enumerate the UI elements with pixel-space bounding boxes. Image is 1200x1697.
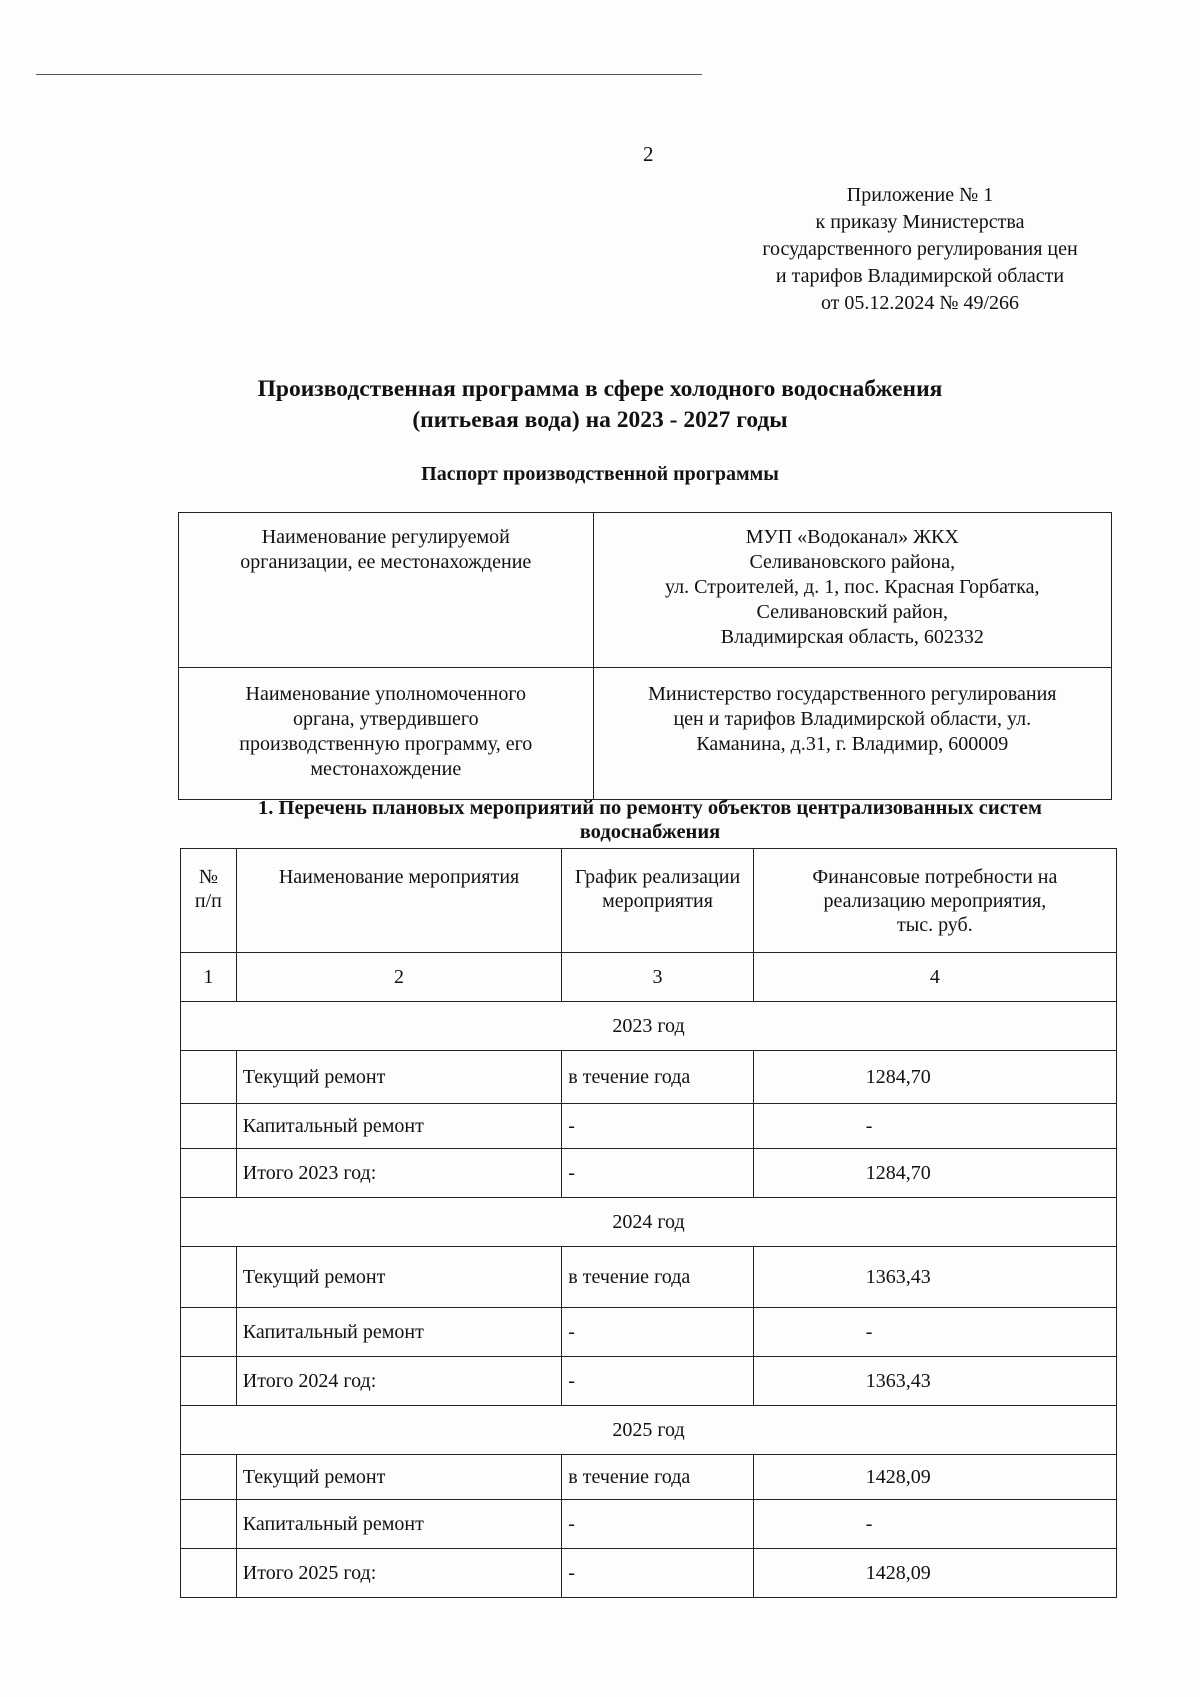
table-row: [181, 1357, 1117, 1406]
label-line: органа, утвердившего: [292, 708, 479, 730]
table-row: [181, 1500, 1117, 1549]
table-row: [181, 1104, 1117, 1149]
row-amount: 1284,70: [753, 1051, 1116, 1104]
header-line: №: [198, 866, 218, 888]
table-row: [181, 1549, 1117, 1598]
label-line: производственную программу, его: [239, 733, 533, 755]
row-schedule: в течение года: [562, 1247, 753, 1308]
appendix-line: к приказу Министерства: [815, 211, 1025, 233]
row-amount: 1428,09: [753, 1455, 1116, 1500]
year-row: [181, 1406, 1117, 1455]
appendix-note: [720, 182, 1120, 317]
table-row: [181, 1308, 1117, 1357]
row-schedule: в течение года: [562, 1455, 753, 1500]
row-number: [181, 1500, 237, 1549]
row-name: Итого 2025 год:: [236, 1549, 561, 1598]
row-schedule: -: [562, 1549, 753, 1598]
row-number: [181, 1104, 237, 1149]
row-amount: -: [753, 1308, 1116, 1357]
appendix-line: и тарифов Владимирской области: [775, 265, 1065, 287]
row-number: [181, 1247, 237, 1308]
row-schedule: в течение года: [562, 1051, 753, 1104]
document-title: [150, 374, 1050, 436]
page-number: 2: [643, 142, 654, 166]
label-line: Наименование регулируемой: [261, 526, 510, 548]
row-amount: -: [753, 1104, 1116, 1149]
row-name: Текущий ремонт: [236, 1051, 561, 1104]
passport-value: [593, 668, 1111, 800]
value-line: Селивановский район,: [756, 601, 949, 623]
table-header-row: [181, 849, 1117, 953]
header-number: [181, 849, 237, 953]
label-line: организации, ее местонахождение: [240, 551, 532, 573]
repairs-table: [180, 848, 1117, 1598]
label-line: местонахождение: [310, 758, 462, 780]
year-row: [181, 1002, 1117, 1051]
row-name: Итого 2023 год:: [236, 1149, 561, 1198]
header-line: тыс. руб.: [897, 914, 973, 936]
value-line: Министерство государственного регулирования: [648, 683, 1057, 705]
year-row: [181, 1198, 1117, 1247]
year-label: 2023 год: [181, 1002, 1117, 1051]
passport-value: [593, 513, 1111, 668]
row-number: [181, 1357, 237, 1406]
value-line: цен и тарифов Владимирской области, ул.: [673, 708, 1032, 730]
scan-top-line: [36, 74, 702, 75]
header-line: Финансовые потребности на: [812, 866, 1058, 888]
header-schedule: [562, 849, 753, 953]
passport-label: [179, 668, 594, 800]
row-name: Текущий ремонт: [236, 1247, 561, 1308]
row-name: Текущий ремонт: [236, 1455, 561, 1500]
row-number: [181, 1308, 237, 1357]
row-name: Итого 2024 год:: [236, 1357, 561, 1406]
column-number: 1: [181, 953, 237, 1002]
header-line: п/п: [194, 890, 222, 912]
section-1-heading: [180, 796, 1120, 844]
column-number: 3: [562, 953, 753, 1002]
appendix-line: Приложение № 1: [846, 184, 994, 206]
section-heading-line: водоснабжения: [579, 821, 721, 843]
row-name: Капитальный ремонт: [236, 1308, 561, 1357]
row-name: Капитальный ремонт: [236, 1500, 561, 1549]
value-line: МУП «Водоканал» ЖКХ: [745, 526, 959, 548]
title-line-1: Производственная программа в сфере холодного водоснабжения: [257, 376, 943, 402]
year-label: 2025 год: [181, 1406, 1117, 1455]
column-number-row: [181, 953, 1117, 1002]
value-line: ул. Строителей, д. 1, пос. Красная Горбатка,: [665, 576, 1040, 598]
table-row: [181, 1051, 1117, 1104]
column-number: 4: [753, 953, 1116, 1002]
row-amount: 1363,43: [753, 1247, 1116, 1308]
row-schedule: -: [562, 1357, 753, 1406]
row-schedule: -: [562, 1149, 753, 1198]
passport-table: [178, 512, 1112, 800]
row-number: [181, 1051, 237, 1104]
title-line-2: (питьевая вода) на 2023 - 2027 годы: [412, 407, 788, 433]
section-heading-line: 1. Перечень плановых мероприятий по ремонту объектов централизованных систем: [258, 797, 1042, 819]
appendix-line: государственного регулирования цен: [762, 238, 1078, 260]
row-schedule: -: [562, 1500, 753, 1549]
row-amount: 1284,70: [753, 1149, 1116, 1198]
passport-heading: Паспорт производственной программы: [421, 463, 779, 485]
row-number: [181, 1149, 237, 1198]
header-line: График реализации: [574, 866, 741, 888]
header-name: Наименование мероприятия: [236, 849, 561, 953]
row-number: [181, 1455, 237, 1500]
row-amount: 1428,09: [753, 1549, 1116, 1598]
row-schedule: -: [562, 1308, 753, 1357]
appendix-line: от 05.12.2024 № 49/266: [820, 292, 1020, 314]
column-number: 2: [236, 953, 561, 1002]
row-number: [181, 1549, 237, 1598]
value-line: Селивановского района,: [749, 551, 956, 573]
passport-row-organization: [179, 513, 1112, 668]
value-line: Владимирская область, 602332: [720, 626, 984, 648]
passport-row-authority: [179, 668, 1112, 800]
table-row: [181, 1149, 1117, 1198]
value-line: Каманина, д.31, г. Владимир, 600009: [696, 733, 1009, 755]
row-amount: -: [753, 1500, 1116, 1549]
header-line: мероприятия: [602, 890, 713, 912]
table-row: [181, 1455, 1117, 1500]
row-amount: 1363,43: [753, 1357, 1116, 1406]
table-row: [181, 1247, 1117, 1308]
header-line: реализацию мероприятия,: [823, 890, 1047, 912]
row-name: Капитальный ремонт: [236, 1104, 561, 1149]
label-line: Наименование уполномоченного: [245, 683, 527, 705]
passport-label: [179, 513, 594, 668]
row-schedule: -: [562, 1104, 753, 1149]
header-finance: [753, 849, 1116, 953]
year-label: 2024 год: [181, 1198, 1117, 1247]
